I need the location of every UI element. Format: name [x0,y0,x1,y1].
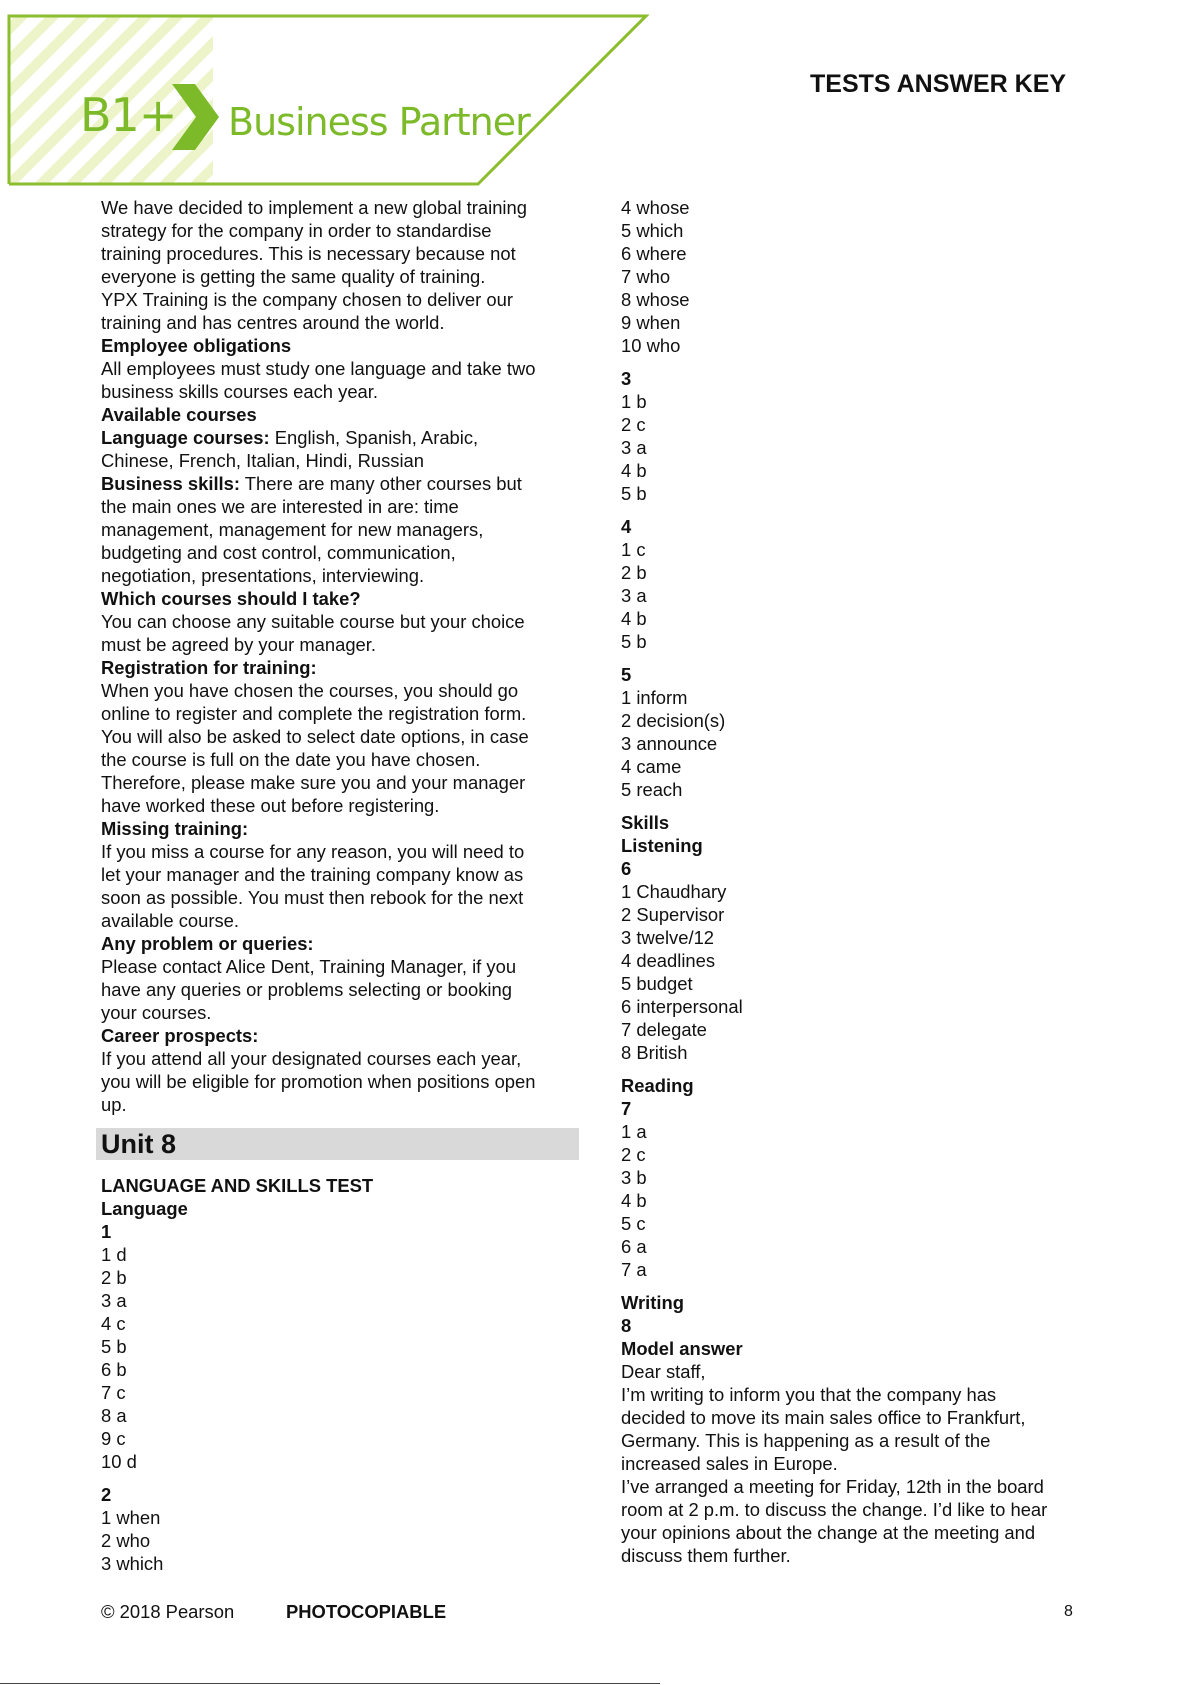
section-heading: Available courses [101,404,257,425]
answer-item: 9 when [621,312,681,333]
body-line: management, management for new managers, [101,519,484,540]
answer-item: 4 c [101,1313,126,1334]
answer-item: 8 whose [621,289,690,310]
body-line: must be agreed by your manager. [101,634,376,655]
intro-line: everyone is getting the same quality of training. [101,266,486,287]
body-line: have worked these out before registering. [101,795,440,816]
test-title: LANGUAGE AND SKILLS TEST [101,1175,374,1196]
model-answer-line: Germany. This is happening as a result of the [621,1430,991,1451]
answer-item: 1 when [101,1507,161,1528]
body-line: let your manager and the training company know as [101,864,524,885]
answer-item: 5 which [621,220,684,241]
right-column [621,196,1091,1567]
answer-item: 2 c [621,1144,646,1165]
answer-item: 10 d [101,1451,137,1472]
answer-item: 1 d [101,1244,127,1265]
answer-item: 1 a [621,1121,647,1142]
subsection-heading: Skills [621,812,670,833]
answer-item: 7 a [621,1259,647,1280]
body-line: You will also be asked to select date options, in case [101,726,529,747]
subsection-heading: Reading [621,1075,694,1096]
answer-item: 6 a [621,1236,647,1257]
body-line: online to register and complete the registration form. [101,703,527,724]
answer-item: 3 a [621,585,647,606]
question-number: 1 [101,1221,112,1242]
model-answer-line: I’m writing to inform you that the company has [621,1384,997,1405]
body-line: You can choose any suitable course but your choice [101,611,525,632]
answer-item: 4 b [621,608,647,629]
model-answer-line: room at 2 p.m. to discuss the change. I’d like to hear [621,1499,1048,1520]
subsection-heading: Listening [621,835,703,856]
answer-item: 5 b [621,483,647,504]
section-heading: Registration for training: [101,657,317,678]
question-number: 3 [621,368,632,389]
answer-item: 3 a [621,437,647,458]
answer-item: 6 b [101,1359,127,1380]
body-line: soon as possible. You must then rebook for the next [101,887,524,908]
answer-item: 1 inform [621,687,688,708]
unit-heading-bar [96,1128,579,1160]
question-number: 5 [621,664,632,685]
section-heading: Employee obligations [101,335,292,356]
left-column [101,196,579,1575]
body-line: Please contact Alice Dent, Training Manager, if you [101,956,517,977]
answer-item: 2 Supervisor [621,904,725,925]
answer-item: 2 b [621,562,647,583]
question-number: 6 [621,858,632,879]
answer-item: 6 interpersonal [621,996,743,1017]
body-line: have any queries or problems selecting or booking [101,979,512,1000]
question-number: 8 [621,1315,632,1336]
body-line: Chinese, French, Italian, Hindi, Russian [101,450,425,471]
body-line: If you attend all your designated courses each year, [101,1048,522,1069]
answer-item: 4 came [621,756,682,777]
answer-item: 8 British [621,1042,688,1063]
answer-item: 5 b [101,1336,127,1357]
answer-item: 4 whose [621,197,690,218]
answer-item: 3 b [621,1167,647,1188]
answer-item: 2 who [101,1530,151,1551]
answer-item: 3 announce [621,733,718,754]
question-number: 7 [621,1098,632,1119]
logo-name: Business Partner [228,100,530,144]
model-answer-line: I’ve arranged a meeting for Friday, 12th in the board [621,1476,1044,1497]
answer-item: 7 c [101,1382,126,1403]
section-heading: Missing training: [101,818,249,839]
answer-item: 10 who [621,335,681,356]
body-line [101,472,579,495]
answer-item: 7 delegate [621,1019,707,1040]
answer-item: 4 deadlines [621,950,716,971]
subsection-heading: Writing [621,1292,684,1313]
logo-level: B1+ [80,88,177,142]
model-answer-line: increased sales in Europe. [621,1453,838,1474]
section-heading: Which courses should I take? [101,588,361,609]
inline-text: There are many other courses but [240,473,522,494]
model-answer-line: your opinions about the change at the meeting and [621,1522,1036,1543]
inline-label: Language courses: [101,427,270,448]
model-answer-line: discuss them further. [621,1545,791,1566]
bottom-divider [0,1683,660,1684]
answer-item: 2 c [621,414,646,435]
answer-item: 2 decision(s) [621,710,726,731]
footer-photocopiable: PHOTOCOPIABLE [286,1601,447,1622]
header-banner [0,0,660,195]
body-line [101,426,579,449]
answer-item: 4 b [621,460,647,481]
question-number: 2 [101,1484,112,1505]
subsection-heading: Model answer [621,1338,743,1359]
answer-item: 1 c [621,539,646,560]
inline-label: Business skills: [101,473,241,494]
answer-item: 1 b [621,391,647,412]
answer-item: 3 which [101,1553,164,1574]
body-line: All employees must study one language and take two [101,358,536,379]
answer-item: 6 where [621,243,687,264]
unit-title: Unit 8 [101,1129,177,1159]
body-line: available course. [101,910,240,931]
section-heading: Any problem or queries: [101,933,314,954]
body-line: business skills courses each year. [101,381,379,402]
body-line: If you miss a course for any reason, you will need to [101,841,525,862]
answer-item: 5 b [621,631,647,652]
answer-item: 3 a [101,1290,127,1311]
answer-item: 8 a [101,1405,127,1426]
page-number: 8 [1064,1603,1073,1620]
body-line: negotiation, presentations, interviewing. [101,565,425,586]
footer-copyright: © 2018 Pearson [101,1601,235,1622]
subsection-heading: Language [101,1198,188,1219]
intro-line: YPX Training is the company chosen to deliver our [101,289,513,310]
body-line: the main ones we are interested in are: time [101,496,459,517]
question-number: 4 [621,516,632,537]
intro-line: strategy for the company in order to standardise [101,220,492,241]
answer-item: 4 b [621,1190,647,1211]
section-heading: Career prospects: [101,1025,259,1046]
answer-item: 5 reach [621,779,683,800]
body-line: the course is full on the date you have chosen. [101,749,481,770]
body-line: budgeting and cost control, communication, [101,542,456,563]
answer-item: 9 c [101,1428,126,1449]
model-answer-line: Dear staff, [621,1361,706,1382]
answer-item: 1 Chaudhary [621,881,727,902]
inline-text: English, Spanish, Arabic, [269,427,479,448]
answer-item: 5 budget [621,973,693,994]
answer-item: 3 twelve/12 [621,927,715,948]
body-line: When you have chosen the courses, you should go [101,680,519,701]
intro-line: training and has centres around the world. [101,312,445,333]
body-line: up. [101,1094,127,1115]
answer-item: 5 c [621,1213,646,1234]
body-line: your courses. [101,1002,212,1023]
body-line: Therefore, please make sure you and your manager [101,772,526,793]
intro-line: We have decided to implement a new global training [101,197,527,218]
answer-item: 2 b [101,1267,127,1288]
intro-line: training procedures. This is necessary because not [101,243,516,264]
page-title: TESTS ANSWER KEY [810,70,1067,98]
model-answer-line: decided to move its main sales office to Frankfurt, [621,1407,1026,1428]
body-line: you will be eligible for promotion when positions open [101,1071,536,1092]
answer-item: 7 who [621,266,671,287]
